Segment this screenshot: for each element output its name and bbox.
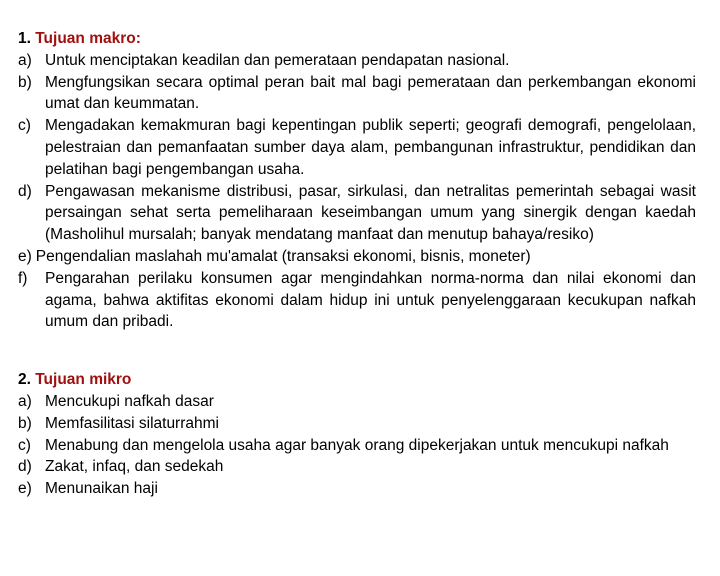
list-item (18, 72, 696, 116)
item-text: Memfasilitasi silaturrahmi (45, 414, 219, 432)
list-item (18, 181, 696, 246)
item-list (18, 50, 696, 333)
item-text: Pengarahan perilaku konsumen agar mengindahkan norma-norma dan nilai ekonomi dan agama, bahwa aktifitas ekonomi dalam hidup ini untuk penyelenggaraan kecukupan nafkah umum dan pribadi. (45, 269, 696, 331)
list-item (18, 268, 696, 333)
item-marker: d) (18, 458, 32, 476)
section-number: 2. (18, 371, 36, 389)
item-list (18, 391, 696, 500)
item-marker: b) (18, 414, 32, 432)
item-text: Menabung dan mengelola usaha agar banyak orang dipekerjakan untuk mencukupi nafkah (45, 436, 669, 454)
item-text: Mengadakan kemakmuran bagi kepentingan publik seperti; geografi demografi, pengelolaan, pelestraian dan pemanfaatan sumber daya alam, pembangunan infrastruktur, pendidikan dan pelatihan bagi pengembangan usaha. (45, 117, 696, 178)
section-heading (18, 369, 696, 391)
item-marker: b) (18, 73, 32, 91)
section-heading (18, 28, 696, 50)
section-title: Tujuan makro: (35, 30, 141, 47)
list-item (18, 478, 696, 500)
list-item (18, 115, 696, 180)
item-text: Pengawasan mekanisme distribusi, pasar, sirkulasi, dan netralitas pemerintah sebagai wasit persaingan sehat serta pemeliharaan keseimbangan umum yang sinergik dengan kaedah (Masholihul mursalah; banyak mendatang manfaat dan menutup bahaya/resiko) (45, 182, 696, 244)
list-item (18, 456, 696, 478)
item-marker: a) (18, 392, 32, 410)
item-marker: c) (18, 436, 31, 454)
item-text: Mencukupi nafkah dasar (45, 392, 214, 410)
list-item (18, 413, 696, 435)
item-text: Untuk menciptakan keadilan dan pemerataan pendapatan nasional. (45, 51, 510, 69)
list-item (18, 391, 696, 413)
item-marker: d) (18, 182, 32, 200)
list-item (18, 246, 696, 268)
list-item (18, 50, 696, 72)
section-number: 1. (18, 30, 36, 47)
section-tujuan-makro (18, 28, 696, 333)
item-marker: f) (18, 269, 28, 287)
item-marker: c) (18, 117, 31, 135)
list-item (18, 435, 696, 457)
item-text: Mengfungsikan secara optimal peran bait mal bagi pemerataan dan perkembangan ekonomi umat dan keummatan. (45, 73, 696, 113)
item-text: Pengendalian maslahah mu'amalat (transaksi ekonomi, bisnis, moneter) (35, 247, 531, 265)
item-text: Menunaikan haji (45, 480, 158, 498)
section-tujuan-mikro (18, 369, 696, 500)
section-title: Tujuan mikro (35, 371, 132, 389)
item-marker: a) (18, 51, 32, 69)
item-marker: e) (18, 247, 32, 265)
item-text: Zakat, infaq, dan sedekah (45, 458, 224, 476)
item-marker: e) (18, 480, 32, 498)
